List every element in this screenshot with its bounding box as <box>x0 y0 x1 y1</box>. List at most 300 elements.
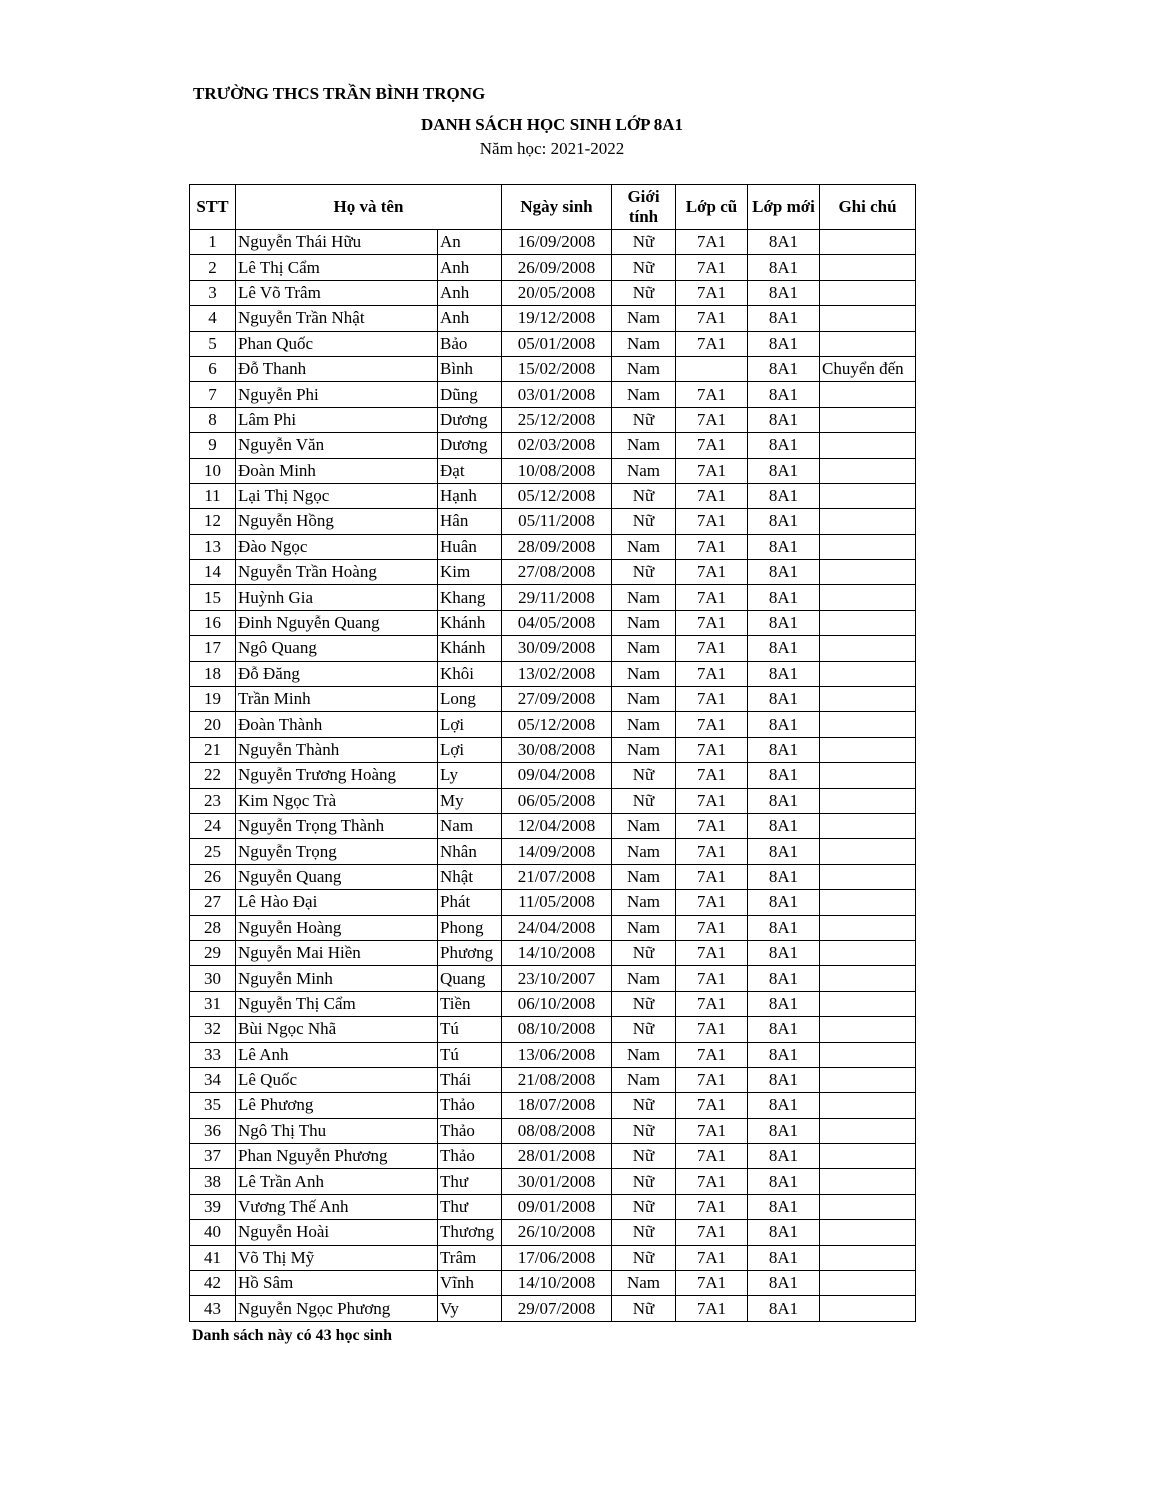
gender-cell: Nữ <box>612 1296 676 1321</box>
given-name-cell: Bảo <box>438 331 502 356</box>
family-name-cell: Đỗ Thanh <box>236 356 438 381</box>
table-row <box>190 940 916 965</box>
new-class-cell: 8A1 <box>748 839 820 864</box>
note-cell <box>820 661 916 686</box>
given-name-cell: Bình <box>438 356 502 381</box>
stt-cell: 36 <box>190 1118 236 1143</box>
old-class-cell: 7A1 <box>676 661 748 686</box>
gender-cell: Nữ <box>612 1194 676 1219</box>
family-name-cell: Lê Phương <box>236 1093 438 1118</box>
gender-cell: Nữ <box>612 483 676 508</box>
dob-cell: 05/01/2008 <box>502 331 612 356</box>
gender-cell: Nam <box>612 636 676 661</box>
family-name-cell: Nguyễn Văn <box>236 433 438 458</box>
family-name-cell: Nguyễn Hoàng <box>236 915 438 940</box>
stt-cell: 20 <box>190 712 236 737</box>
gender-cell: Nữ <box>612 991 676 1016</box>
given-name-cell: Quang <box>438 966 502 991</box>
stt-cell: 19 <box>190 687 236 712</box>
table-row <box>190 585 916 610</box>
stt-cell: 3 <box>190 280 236 305</box>
gender-cell: Nữ <box>612 1017 676 1042</box>
table-row <box>190 382 916 407</box>
old-class-cell: 7A1 <box>676 610 748 635</box>
note-cell <box>820 991 916 1016</box>
note-cell <box>820 407 916 432</box>
col-header-new-class: Lớp mới <box>748 185 820 230</box>
given-name-cell: Phương <box>438 940 502 965</box>
stt-cell: 15 <box>190 585 236 610</box>
table-row <box>190 1271 916 1296</box>
new-class-cell: 8A1 <box>748 1067 820 1092</box>
note-cell <box>820 1220 916 1245</box>
dob-cell: 28/09/2008 <box>502 534 612 559</box>
gender-cell: Nam <box>612 1067 676 1092</box>
footer-summary: Danh sách này có 43 học sinh <box>192 1327 393 1344</box>
table-row <box>190 280 916 305</box>
given-name-cell: Anh <box>438 306 502 331</box>
family-name-cell: Nguyễn Ngọc Phương <box>236 1296 438 1321</box>
given-name-cell: Phong <box>438 915 502 940</box>
family-name-cell: Lại Thị Ngọc <box>236 483 438 508</box>
given-name-cell: Khang <box>438 585 502 610</box>
stt-cell: 30 <box>190 966 236 991</box>
table-row <box>190 1093 916 1118</box>
given-name-cell: My <box>438 788 502 813</box>
family-name-cell: Hồ Sâm <box>236 1271 438 1296</box>
new-class-cell: 8A1 <box>748 356 820 381</box>
note-cell <box>820 1067 916 1092</box>
dob-cell: 29/07/2008 <box>502 1296 612 1321</box>
given-name-cell: Vĩnh <box>438 1271 502 1296</box>
dob-cell: 06/10/2008 <box>502 991 612 1016</box>
col-header-dob: Ngày sinh <box>502 185 612 230</box>
old-class-cell: 7A1 <box>676 407 748 432</box>
gender-cell: Nam <box>612 306 676 331</box>
old-class-cell: 7A1 <box>676 915 748 940</box>
table-header-row <box>190 185 916 230</box>
family-name-cell: Nguyễn Mai Hiền <box>236 940 438 965</box>
family-name-cell: Lê Trần Anh <box>236 1169 438 1194</box>
gender-cell: Nam <box>612 966 676 991</box>
dob-cell: 17/06/2008 <box>502 1245 612 1270</box>
note-cell <box>820 813 916 838</box>
new-class-cell: 8A1 <box>748 331 820 356</box>
gender-cell: Nam <box>612 813 676 838</box>
table-row <box>190 687 916 712</box>
stt-cell: 40 <box>190 1220 236 1245</box>
old-class-cell: 7A1 <box>676 1093 748 1118</box>
dob-cell: 30/08/2008 <box>502 737 612 762</box>
dob-cell: 27/08/2008 <box>502 560 612 585</box>
old-class-cell: 7A1 <box>676 1271 748 1296</box>
new-class-cell: 8A1 <box>748 864 820 889</box>
new-class-cell: 8A1 <box>748 1017 820 1042</box>
gender-cell: Nam <box>612 356 676 381</box>
new-class-cell: 8A1 <box>748 991 820 1016</box>
new-class-cell: 8A1 <box>748 585 820 610</box>
note-cell <box>820 433 916 458</box>
given-name-cell: Thảo <box>438 1093 502 1118</box>
stt-cell: 14 <box>190 560 236 585</box>
dob-cell: 26/09/2008 <box>502 255 612 280</box>
old-class-cell: 7A1 <box>676 763 748 788</box>
table-row <box>190 1118 916 1143</box>
stt-cell: 31 <box>190 991 236 1016</box>
given-name-cell: Tú <box>438 1042 502 1067</box>
note-cell <box>820 230 916 255</box>
col-header-note: Ghi chú <box>820 185 916 230</box>
dob-cell: 10/08/2008 <box>502 458 612 483</box>
dob-cell: 14/09/2008 <box>502 839 612 864</box>
given-name-cell: Đạt <box>438 458 502 483</box>
new-class-cell: 8A1 <box>748 687 820 712</box>
old-class-cell: 7A1 <box>676 306 748 331</box>
family-name-cell: Phan Nguyễn Phương <box>236 1144 438 1169</box>
note-cell <box>820 1245 916 1270</box>
stt-cell: 33 <box>190 1042 236 1067</box>
new-class-cell: 8A1 <box>748 306 820 331</box>
stt-cell: 37 <box>190 1144 236 1169</box>
dob-cell: 16/09/2008 <box>502 230 612 255</box>
given-name-cell: Khánh <box>438 636 502 661</box>
old-class-cell: 7A1 <box>676 585 748 610</box>
old-class-cell: 7A1 <box>676 940 748 965</box>
note-cell <box>820 1042 916 1067</box>
dob-cell: 21/08/2008 <box>502 1067 612 1092</box>
family-name-cell: Lâm Phi <box>236 407 438 432</box>
note-cell <box>820 1118 916 1143</box>
family-name-cell: Nguyễn Thái Hữu <box>236 230 438 255</box>
gender-cell: Nữ <box>612 407 676 432</box>
dob-cell: 05/12/2008 <box>502 712 612 737</box>
table-row <box>190 1144 916 1169</box>
gender-cell: Nữ <box>612 1169 676 1194</box>
old-class-cell: 7A1 <box>676 1296 748 1321</box>
family-name-cell: Ngô Quang <box>236 636 438 661</box>
table-row <box>190 712 916 737</box>
table-row <box>190 255 916 280</box>
table-row <box>190 1220 916 1245</box>
table-row <box>190 509 916 534</box>
family-name-cell: Nguyễn Hồng <box>236 509 438 534</box>
stt-cell: 28 <box>190 915 236 940</box>
given-name-cell: Khôi <box>438 661 502 686</box>
dob-cell: 13/06/2008 <box>502 1042 612 1067</box>
family-name-cell: Huỳnh Gia <box>236 585 438 610</box>
stt-cell: 16 <box>190 610 236 635</box>
stt-cell: 42 <box>190 1271 236 1296</box>
table-row <box>190 966 916 991</box>
stt-cell: 8 <box>190 407 236 432</box>
dob-cell: 03/01/2008 <box>502 382 612 407</box>
stt-cell: 27 <box>190 890 236 915</box>
family-name-cell: Nguyễn Trọng Thành <box>236 813 438 838</box>
table-row <box>190 737 916 762</box>
given-name-cell: Hân <box>438 509 502 534</box>
dob-cell: 23/10/2007 <box>502 966 612 991</box>
given-name-cell: Anh <box>438 280 502 305</box>
family-name-cell: Lê Thị Cẩm <box>236 255 438 280</box>
school-name: TRƯỜNG THCS TRẦN BÌNH TRỌNG <box>193 84 486 103</box>
dob-cell: 04/05/2008 <box>502 610 612 635</box>
table-row <box>190 1017 916 1042</box>
dob-cell: 12/04/2008 <box>502 813 612 838</box>
given-name-cell: Tú <box>438 1017 502 1042</box>
family-name-cell: Phan Quốc <box>236 331 438 356</box>
table-row <box>190 991 916 1016</box>
family-name-cell: Vương Thế Anh <box>236 1194 438 1219</box>
note-cell <box>820 458 916 483</box>
given-name-cell: Tiền <box>438 991 502 1016</box>
dob-cell: 28/01/2008 <box>502 1144 612 1169</box>
new-class-cell: 8A1 <box>748 534 820 559</box>
given-name-cell: Ly <box>438 763 502 788</box>
dob-cell: 26/10/2008 <box>502 1220 612 1245</box>
stt-cell: 22 <box>190 763 236 788</box>
table-row <box>190 306 916 331</box>
stt-cell: 9 <box>190 433 236 458</box>
dob-cell: 05/11/2008 <box>502 509 612 534</box>
stt-cell: 41 <box>190 1245 236 1270</box>
stt-cell: 23 <box>190 788 236 813</box>
gender-cell: Nam <box>612 433 676 458</box>
old-class-cell: 7A1 <box>676 230 748 255</box>
table-row <box>190 1194 916 1219</box>
new-class-cell: 8A1 <box>748 763 820 788</box>
gender-cell: Nữ <box>612 509 676 534</box>
note-cell <box>820 966 916 991</box>
dob-cell: 25/12/2008 <box>502 407 612 432</box>
new-class-cell: 8A1 <box>748 255 820 280</box>
old-class-cell: 7A1 <box>676 1245 748 1270</box>
dob-cell: 09/04/2008 <box>502 763 612 788</box>
stt-cell: 5 <box>190 331 236 356</box>
new-class-cell: 8A1 <box>748 433 820 458</box>
table-row <box>190 1169 916 1194</box>
new-class-cell: 8A1 <box>748 483 820 508</box>
family-name-cell: Nguyễn Trọng <box>236 839 438 864</box>
note-cell <box>820 306 916 331</box>
new-class-cell: 8A1 <box>748 1169 820 1194</box>
note-cell <box>820 1144 916 1169</box>
note-cell <box>820 255 916 280</box>
note-cell <box>820 890 916 915</box>
gender-cell: Nam <box>612 610 676 635</box>
gender-cell: Nữ <box>612 1245 676 1270</box>
new-class-cell: 8A1 <box>748 813 820 838</box>
table-row <box>190 788 916 813</box>
gender-cell: Nam <box>612 915 676 940</box>
given-name-cell: Huân <box>438 534 502 559</box>
new-class-cell: 8A1 <box>748 1220 820 1245</box>
new-class-cell: 8A1 <box>748 560 820 585</box>
new-class-cell: 8A1 <box>748 382 820 407</box>
given-name-cell: Nhân <box>438 839 502 864</box>
stt-cell: 6 <box>190 356 236 381</box>
table-row <box>190 890 916 915</box>
stt-cell: 24 <box>190 813 236 838</box>
stt-cell: 29 <box>190 940 236 965</box>
gender-cell: Nữ <box>612 280 676 305</box>
gender-cell: Nữ <box>612 1220 676 1245</box>
new-class-cell: 8A1 <box>748 1194 820 1219</box>
table-row <box>190 534 916 559</box>
gender-cell: Nam <box>612 331 676 356</box>
old-class-cell: 7A1 <box>676 509 748 534</box>
gender-cell: Nam <box>612 687 676 712</box>
stt-cell: 11 <box>190 483 236 508</box>
new-class-cell: 8A1 <box>748 1245 820 1270</box>
old-class-cell: 7A1 <box>676 458 748 483</box>
dob-cell: 29/11/2008 <box>502 585 612 610</box>
table-row <box>190 230 916 255</box>
new-class-cell: 8A1 <box>748 280 820 305</box>
old-class-cell: 7A1 <box>676 534 748 559</box>
new-class-cell: 8A1 <box>748 712 820 737</box>
given-name-cell: Vy <box>438 1296 502 1321</box>
note-cell <box>820 940 916 965</box>
dob-cell: 11/05/2008 <box>502 890 612 915</box>
old-class-cell: 7A1 <box>676 839 748 864</box>
dob-cell: 27/09/2008 <box>502 687 612 712</box>
family-name-cell: Võ Thị Mỹ <box>236 1245 438 1270</box>
stt-cell: 39 <box>190 1194 236 1219</box>
family-name-cell: Đinh Nguyễn Quang <box>236 610 438 635</box>
given-name-cell: Dũng <box>438 382 502 407</box>
given-name-cell: Hạnh <box>438 483 502 508</box>
new-class-cell: 8A1 <box>748 458 820 483</box>
stt-cell: 7 <box>190 382 236 407</box>
gender-cell: Nữ <box>612 230 676 255</box>
dob-cell: 05/12/2008 <box>502 483 612 508</box>
stt-cell: 34 <box>190 1067 236 1092</box>
new-class-cell: 8A1 <box>748 966 820 991</box>
stt-cell: 21 <box>190 737 236 762</box>
gender-cell: Nam <box>612 1271 676 1296</box>
gender-cell: Nam <box>612 382 676 407</box>
dob-cell: 06/05/2008 <box>502 788 612 813</box>
gender-cell: Nữ <box>612 560 676 585</box>
note-cell <box>820 915 916 940</box>
note-cell <box>820 1169 916 1194</box>
gender-cell: Nam <box>612 839 676 864</box>
old-class-cell: 7A1 <box>676 712 748 737</box>
old-class-cell: 7A1 <box>676 813 748 838</box>
note-cell: Chuyển đến <box>820 356 916 381</box>
new-class-cell: 8A1 <box>748 509 820 534</box>
table-row <box>190 331 916 356</box>
given-name-cell: Khánh <box>438 610 502 635</box>
note-cell <box>820 483 916 508</box>
note-cell <box>820 1194 916 1219</box>
dob-cell: 02/03/2008 <box>502 433 612 458</box>
old-class-cell: 7A1 <box>676 1194 748 1219</box>
col-header-stt: STT <box>190 185 236 230</box>
stt-cell: 17 <box>190 636 236 661</box>
gender-cell: Nữ <box>612 763 676 788</box>
gender-cell: Nữ <box>612 788 676 813</box>
old-class-cell: 7A1 <box>676 382 748 407</box>
note-cell <box>820 1017 916 1042</box>
old-class-cell: 7A1 <box>676 1169 748 1194</box>
gender-cell: Nam <box>612 534 676 559</box>
given-name-cell: Lợi <box>438 712 502 737</box>
family-name-cell: Nguyễn Phi <box>236 382 438 407</box>
family-name-cell: Lê Quốc <box>236 1067 438 1092</box>
family-name-cell: Đỗ Đăng <box>236 661 438 686</box>
table-row <box>190 433 916 458</box>
new-class-cell: 8A1 <box>748 788 820 813</box>
dob-cell: 08/08/2008 <box>502 1118 612 1143</box>
table-row <box>190 661 916 686</box>
family-name-cell: Lê Hào Đại <box>236 890 438 915</box>
stt-cell: 2 <box>190 255 236 280</box>
new-class-cell: 8A1 <box>748 636 820 661</box>
new-class-cell: 8A1 <box>748 661 820 686</box>
stt-cell: 32 <box>190 1017 236 1042</box>
family-name-cell: Đoàn Minh <box>236 458 438 483</box>
old-class-cell: 7A1 <box>676 1067 748 1092</box>
dob-cell: 15/02/2008 <box>502 356 612 381</box>
family-name-cell: Trần Minh <box>236 687 438 712</box>
new-class-cell: 8A1 <box>748 1093 820 1118</box>
note-cell <box>820 1271 916 1296</box>
student-table <box>189 184 916 1322</box>
gender-cell: Nam <box>612 661 676 686</box>
dob-cell: 13/02/2008 <box>502 661 612 686</box>
col-header-gender-line1: Giới <box>627 187 660 206</box>
given-name-cell: Anh <box>438 255 502 280</box>
note-cell <box>820 534 916 559</box>
stt-cell: 18 <box>190 661 236 686</box>
given-name-cell: Thư <box>438 1194 502 1219</box>
note-cell <box>820 331 916 356</box>
table-row <box>190 407 916 432</box>
note-cell <box>820 737 916 762</box>
family-name-cell: Đoàn Thành <box>236 712 438 737</box>
stt-cell: 38 <box>190 1169 236 1194</box>
gender-cell: Nam <box>612 1042 676 1067</box>
school-year: Năm học: 2021-2022 <box>479 139 625 158</box>
note-cell <box>820 839 916 864</box>
note-cell <box>820 509 916 534</box>
stt-cell: 25 <box>190 839 236 864</box>
gender-cell: Nữ <box>612 1144 676 1169</box>
gender-cell: Nam <box>612 864 676 889</box>
note-cell <box>820 788 916 813</box>
family-name-cell: Ngô Thị Thu <box>236 1118 438 1143</box>
table-row <box>190 458 916 483</box>
dob-cell: 30/09/2008 <box>502 636 612 661</box>
dob-cell: 24/04/2008 <box>502 915 612 940</box>
note-cell <box>820 560 916 585</box>
new-class-cell: 8A1 <box>748 940 820 965</box>
note-cell <box>820 1296 916 1321</box>
gender-cell: Nam <box>612 712 676 737</box>
old-class-cell <box>676 356 748 381</box>
family-name-cell: Nguyễn Hoài <box>236 1220 438 1245</box>
given-name-cell: Thư <box>438 1169 502 1194</box>
family-name-cell: Kim Ngọc Trà <box>236 788 438 813</box>
family-name-cell: Nguyễn Trương Hoàng <box>236 763 438 788</box>
note-cell <box>820 712 916 737</box>
dob-cell: 14/10/2008 <box>502 940 612 965</box>
family-name-cell: Nguyễn Thành <box>236 737 438 762</box>
given-name-cell: An <box>438 230 502 255</box>
table-row <box>190 560 916 585</box>
old-class-cell: 7A1 <box>676 560 748 585</box>
